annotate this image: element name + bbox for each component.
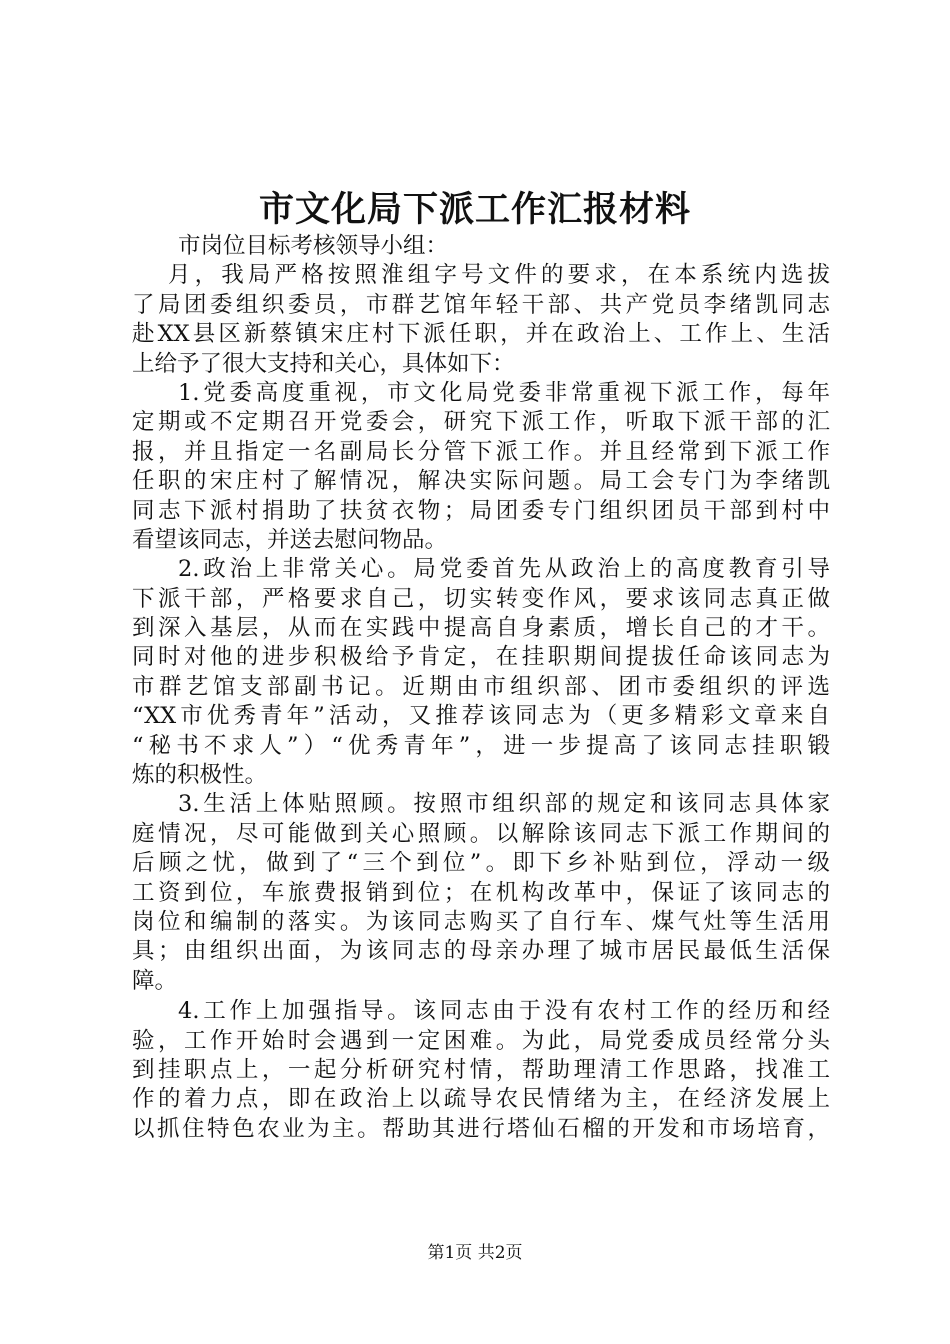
paragraph-line: 市群艺馆支部副书记。近期由市组织部、团市委组织的评选 <box>132 673 830 700</box>
paragraph-line: 下派干部，严格要求自己，切实转变作风，要求该同志真正做 <box>132 585 830 612</box>
paragraph-line: 月，我局严格按照淮组字号文件的要求，在本系统内选拔 <box>168 262 830 289</box>
paragraph-line: 上给予了很大支持和关心，具体如下： <box>132 350 515 377</box>
paragraph-line: 2.政治上非常关心。局党委首先从政治上的高度教育引导 <box>178 556 830 583</box>
paragraph-line: 后顾之忧，做到了“三个到位”。即下乡补贴到位，浮动一级 <box>132 850 830 877</box>
paragraph-line: 作的着力点，即在政治上以疏导农民情绪为主，在经济发展上 <box>132 1086 830 1113</box>
salutation-line: 市岗位目标考核领导小组： <box>178 233 449 259</box>
paragraph-line: 了局团委组织委员，市群艺馆年轻干部、共产党员李绪凯同志 <box>132 291 830 318</box>
document-body <box>132 232 830 1144</box>
paragraph-line: 到深入基层，从而在实践中提高自身素质，增长自己的才干。 <box>132 615 830 642</box>
paragraph-line: 岗位和编制的落实。为该同志购买了自行车、煤气灶等生活用 <box>132 908 830 935</box>
paragraph-line: 庭情况，尽可能做到关心照顾。以解除该同志下派工作期间的 <box>132 820 830 847</box>
page-number-footer: 第1页 共2页 <box>427 1243 523 1263</box>
paragraph-line: 赴XX县区新蔡镇宋庄村下派任职，并在政治上、工作上、生活 <box>132 321 830 348</box>
paragraph-line: 到挂职点上，一起分析研究村情，帮助理清工作思路，找准工 <box>132 1056 830 1083</box>
paragraph-line: 报，并且指定一名副局长分管下派工作。并且经常到下派工作 <box>132 438 830 465</box>
paragraph-line: 定期或不定期召开党委会，研究下派工作，听取下派干部的汇 <box>132 409 830 436</box>
paragraph-line: 1.党委高度重视，市文化局党委非常重视下派工作，每年 <box>178 379 830 406</box>
paragraph-line: 看望该同志，并送去慰问物品。 <box>132 526 448 553</box>
document-title: 市文化局下派工作汇报材料 <box>258 189 691 230</box>
paragraph-line: 3.生活上体贴照顾。按照市组织部的规定和该同志具体家 <box>178 791 830 818</box>
paragraph-line: 同时对他的进步积极给予肯定，在挂职期间提拔任命该同志为 <box>132 644 830 671</box>
paragraph-line: 炼的积极性。 <box>132 762 268 789</box>
paragraph-line: 具；由组织出面，为该同志的母亲办理了城市居民最低生活保 <box>132 938 830 965</box>
paragraph-line: 任职的宋庄村了解情况，解决实际问题。局工会专门为李绪凯 <box>132 468 830 495</box>
paragraph-line: “秘书不求人”）“优秀青年”，进一步提高了该同志挂职锻 <box>132 732 830 759</box>
paragraph-line: 障。 <box>132 967 178 994</box>
paragraph-line: 验，工作开始时会遇到一定困难。为此，局党委成员经常分头 <box>132 1027 830 1054</box>
paragraph-line: 以抓住特色农业为主。帮助其进行塔仙石榴的开发和市场培育， <box>132 1115 830 1142</box>
paragraph-line: 同志下派村捐助了扶贫衣物；局团委专门组织团员干部到村中 <box>132 497 830 524</box>
paragraph-line: 4.工作上加强指导。该同志由于没有农村工作的经历和经 <box>178 998 830 1025</box>
paragraph-line: 工资到位，车旅费报销到位；在机构改革中，保证了该同志的 <box>132 879 830 906</box>
paragraph-line: “XX市优秀青年”活动，又推荐该同志为（更多精彩文章来自 <box>132 703 830 730</box>
